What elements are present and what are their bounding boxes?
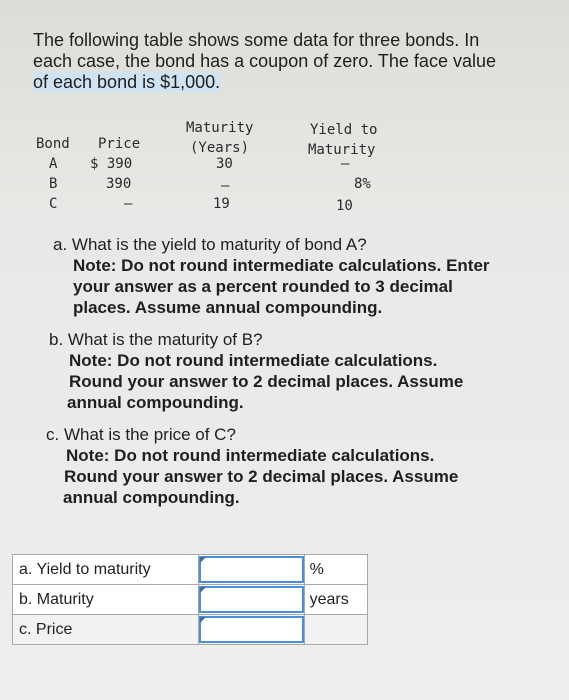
dropdown-marker-icon: [200, 557, 206, 563]
question-b-note-3: annual compounding.: [67, 393, 244, 412]
row-c-price: —: [124, 196, 133, 212]
question-c-label: c. What is the price of C?: [46, 425, 236, 444]
header-maturity-2: (Years): [190, 140, 250, 156]
answer-label-price: c. Price: [13, 615, 199, 645]
question-b: [49, 329, 463, 413]
question-a-note-1: Note: Do not round intermediate calculations. Enter: [73, 256, 490, 275]
row-b-ytm: 8%: [354, 176, 371, 192]
row-a-maturity: 30: [216, 156, 233, 172]
maturity-input[interactable]: [199, 586, 304, 613]
intro-line-3-text: of each bond is $1,000.: [33, 72, 221, 92]
answer-cell-yield: [198, 555, 304, 585]
question-b-label: b. What is the maturity of B?: [49, 330, 263, 349]
question-c-note-2: Round your answer to 2 decimal places. Assume: [64, 467, 459, 486]
answer-row-price: [13, 615, 368, 645]
row-a-price: $ 390: [90, 156, 133, 172]
header-ytm-1: Yield to: [310, 122, 378, 138]
answer-row-yield: [13, 555, 368, 585]
answer-cell-price: [198, 615, 304, 645]
answer-unit-yield: %: [304, 555, 367, 585]
question-b-note-1: Note: Do not round intermediate calculations.: [69, 351, 438, 370]
row-a-bond: A: [49, 156, 58, 172]
question-c-note-3: annual compounding.: [63, 488, 240, 507]
row-b-bond: B: [49, 176, 58, 192]
yield-to-maturity-input[interactable]: [199, 556, 304, 583]
intro-line-3: [33, 72, 551, 93]
answer-label-maturity: b. Maturity: [13, 585, 199, 615]
row-c-ytm: 10: [336, 198, 353, 214]
intro-line-2: each case, the bond has a coupon of zero. The face value: [33, 51, 496, 71]
answer-label-yield: a. Yield to maturity: [13, 555, 199, 585]
question-a-note-3: places. Assume annual compounding.: [73, 298, 383, 317]
row-c-maturity: 19: [213, 196, 230, 212]
row-b-price: 390: [106, 176, 132, 192]
question-a-note-2: your answer as a percent rounded to 3 decimal: [73, 277, 453, 296]
answer-unit-price: [304, 615, 367, 645]
question-a-label: a. What is the yield to maturity of bond A?: [53, 235, 367, 254]
intro-line-1: The following table shows some data for three bonds. In: [33, 30, 480, 50]
question-c-note-1: Note: Do not round intermediate calculations.: [66, 446, 435, 465]
price-input[interactable]: [199, 616, 304, 643]
header-bond: Bond: [36, 136, 70, 152]
row-b-maturity: —: [221, 178, 230, 194]
problem-intro: [33, 30, 551, 93]
answer-cell-maturity: [198, 585, 304, 615]
question-c: [46, 424, 458, 508]
row-a-ytm: —: [341, 156, 350, 172]
header-maturity-1: Maturity: [186, 120, 254, 136]
question-a: [53, 234, 490, 318]
answer-table: [12, 554, 368, 645]
question-b-note-2: Round your answer to 2 decimal places. Assume: [69, 372, 464, 391]
dropdown-marker-icon: [200, 617, 206, 623]
answer-row-maturity: [13, 585, 368, 615]
header-price: Price: [98, 136, 141, 152]
header-ytm-2: Maturity: [308, 142, 376, 158]
row-c-bond: C: [49, 196, 58, 212]
dropdown-marker-icon: [200, 587, 206, 593]
answer-unit-maturity: years: [304, 585, 367, 615]
